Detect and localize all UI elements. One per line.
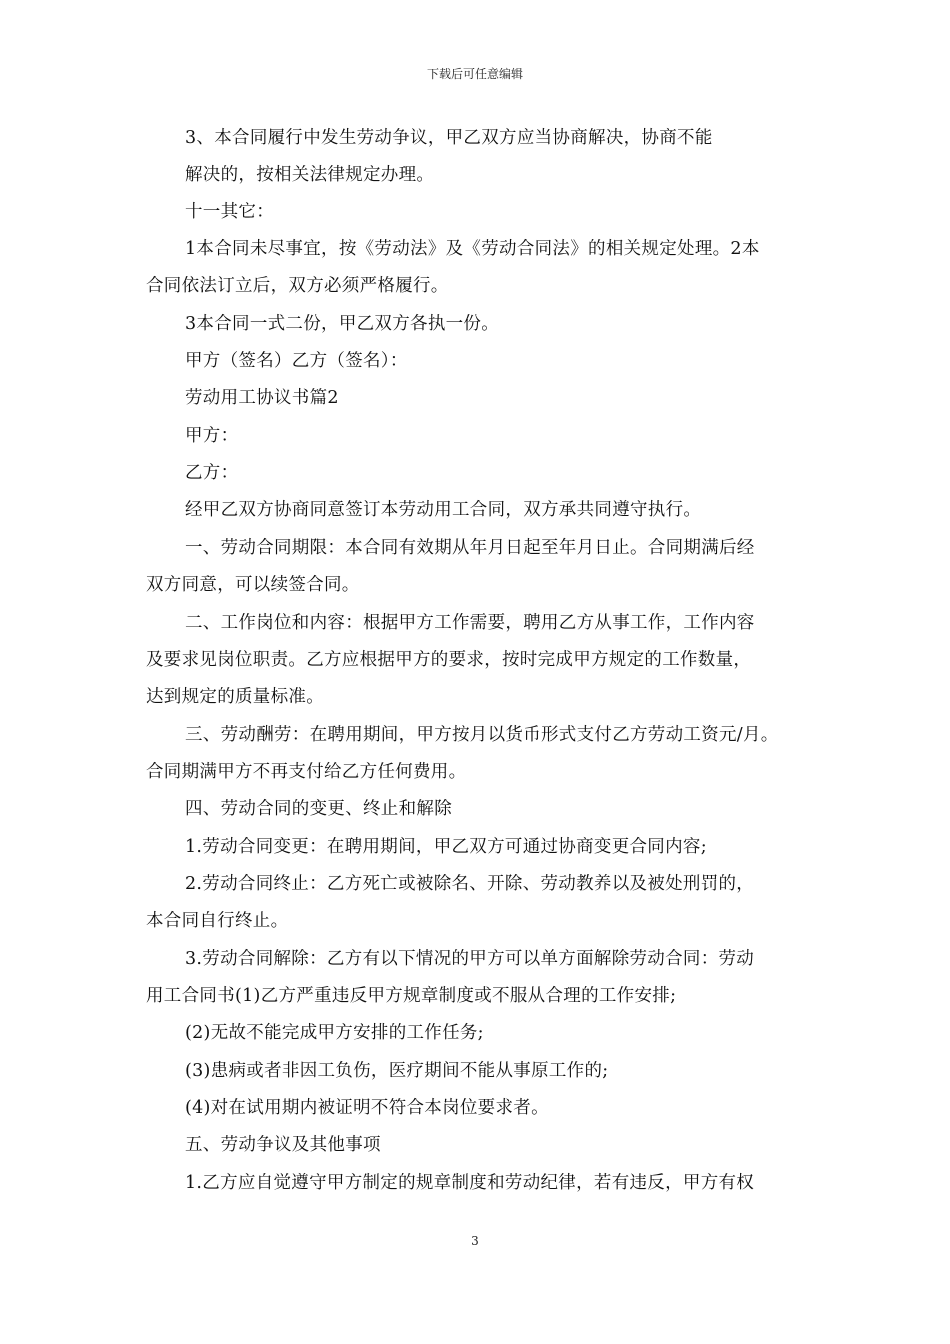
paragraph-line: 一、劳动合同期限：本合同有效期从年月日起至年月日止。合同期满后经 bbox=[185, 538, 755, 558]
paragraph-line: 二、工作岗位和内容：根据甲方工作需要，聘用乙方从事工作，工作内容 bbox=[185, 613, 755, 633]
paragraph-line: 用工合同书(1)乙方严重违反甲方规章制度或不服从合理的工作安排; bbox=[146, 986, 677, 1006]
paragraph-line: 五、劳动争议及其他事项 bbox=[185, 1135, 381, 1155]
paragraph-line: (2)无故不能完成甲方安排的工作任务; bbox=[185, 1023, 484, 1043]
paragraph-line: 双方同意，可以续签合同。 bbox=[146, 575, 360, 595]
paragraph-line: 2.劳动合同终止：乙方死亡或被除名、开除、劳动教养以及被处刑罚的， bbox=[185, 874, 755, 894]
paragraph-line: 及要求见岗位职责。乙方应根据甲方的要求，按时完成甲方规定的工作数量， bbox=[146, 650, 752, 670]
page-number: 3 bbox=[471, 1234, 479, 1248]
paragraph-line: 三、劳动酬劳：在聘用期间，甲方按月以货币形式支付乙方劳动工资元/月。 bbox=[185, 725, 779, 745]
paragraph-line: 解决的，按相关法律规定办理。 bbox=[185, 165, 435, 185]
paragraph-line: 本合同自行终止。 bbox=[146, 911, 289, 931]
paragraph-line: 乙方： bbox=[185, 463, 239, 483]
paragraph-line: 经甲乙双方协商同意签订本劳动用工合同，双方承共同遵守执行。 bbox=[185, 500, 702, 520]
paragraph-line: 达到规定的质量标准。 bbox=[146, 687, 324, 707]
paragraph-line: (3)患病或者非因工负伤，医疗期间不能从事原工作的; bbox=[185, 1061, 609, 1081]
paragraph-line: 1.劳动合同变更：在聘用期间，甲乙双方可通过协商变更合同内容; bbox=[185, 837, 707, 857]
paragraph-line: 合同期满甲方不再支付给乙方任何费用。 bbox=[146, 762, 467, 782]
paragraph-line: 劳动用工协议书篇2 bbox=[185, 388, 339, 408]
paragraph-line: 1本合同未尽事宜，按《劳动法》及《劳动合同法》的相关规定处理。2本 bbox=[185, 239, 760, 259]
paragraph-line: 3、本合同履行中发生劳动争议，甲乙双方应当协商解决，协商不能 bbox=[185, 128, 713, 148]
page-header: 下载后可任意编辑 bbox=[426, 67, 523, 81]
paragraph-line: 甲方（签名）乙方（签名）： bbox=[185, 351, 408, 371]
paragraph-line: 3本合同一式二份，甲乙双方各执一份。 bbox=[185, 314, 500, 334]
paragraph-line: 合同依法订立后，双方必须严格履行。 bbox=[146, 276, 449, 296]
paragraph-line: (4)对在试用期内被证明不符合本岗位要求者。 bbox=[185, 1098, 549, 1118]
paragraph-line: 3.劳动合同解除：乙方有以下情况的甲方可以单方面解除劳动合同：劳动 bbox=[185, 949, 755, 969]
paragraph-line: 甲方： bbox=[185, 426, 239, 446]
paragraph-line: 四、劳动合同的变更、终止和解除 bbox=[185, 799, 452, 819]
paragraph-line: 十一其它： bbox=[185, 202, 274, 222]
paragraph-line: 1.乙方应自觉遵守甲方制定的规章制度和劳动纪律，若有违反，甲方有权 bbox=[185, 1173, 755, 1193]
